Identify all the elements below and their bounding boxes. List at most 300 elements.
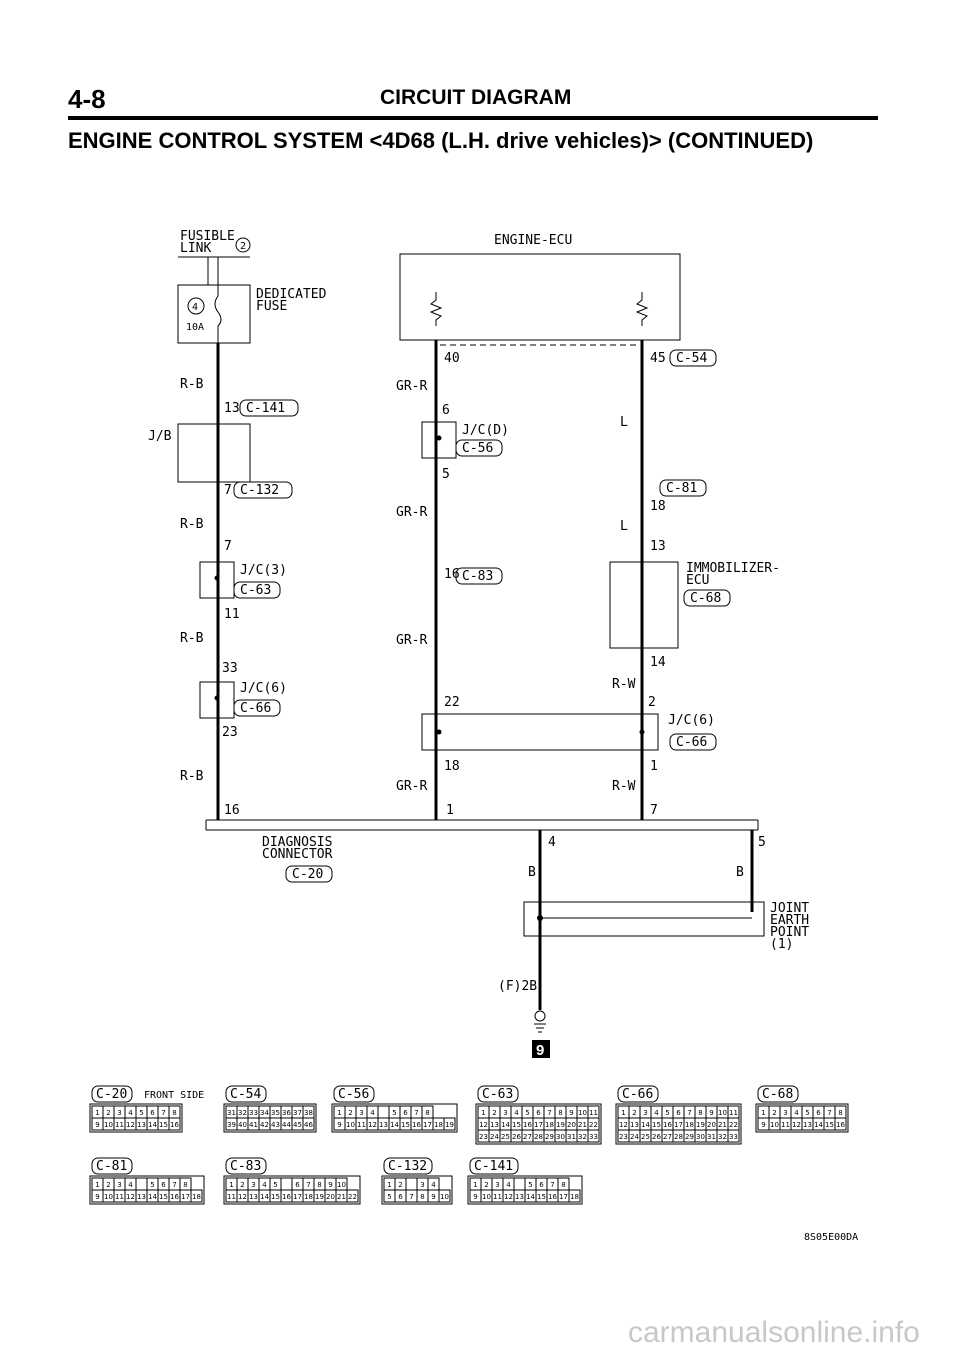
legend-connector-id: C-20 [96, 1087, 128, 1102]
legend-pin [769, 1106, 780, 1118]
connector-legend [90, 1086, 848, 1204]
legend-pin [180, 1190, 191, 1202]
legend-connector-id: C-54 [230, 1087, 262, 1102]
svg-text:29: 29 [685, 1133, 694, 1141]
legend-pin [248, 1178, 259, 1190]
svg-text:4: 4 [794, 1109, 799, 1117]
svg-text:3: 3 [643, 1109, 648, 1117]
legend-pin [147, 1118, 158, 1130]
legend-pin [525, 1190, 536, 1202]
legend-pin [248, 1190, 259, 1202]
svg-text:9: 9 [328, 1181, 333, 1189]
legend-connector-c-54 [224, 1086, 316, 1132]
wire-label-rw-2: R-W [612, 779, 636, 794]
legend-pin [180, 1178, 191, 1190]
legend-pin [558, 1178, 569, 1190]
connector-c83: C-83 [462, 569, 494, 584]
legend-pin [813, 1106, 824, 1118]
legend-connector-id: C-141 [474, 1159, 514, 1174]
pin-40: 40 [444, 351, 460, 366]
legend-pin [566, 1130, 577, 1142]
svg-text:2: 2 [240, 1181, 245, 1189]
connector-c54: C-54 [676, 351, 708, 366]
legend-pin [125, 1118, 136, 1130]
section-title: CIRCUIT DIAGRAM [380, 86, 572, 109]
wire-label-rb-4: R-B [180, 769, 204, 784]
legend-pin [547, 1190, 558, 1202]
svg-text:8: 8 [183, 1181, 188, 1189]
svg-text:40: 40 [238, 1121, 247, 1129]
legend-pin [629, 1118, 640, 1130]
legend-pin [547, 1178, 558, 1190]
legend-pin [103, 1118, 114, 1130]
legend-pin [281, 1118, 292, 1130]
svg-text:13: 13 [137, 1193, 146, 1201]
legend-pin [136, 1190, 147, 1202]
svg-text:3: 3 [117, 1109, 122, 1117]
svg-text:17: 17 [534, 1121, 543, 1129]
svg-text:7: 7 [550, 1181, 555, 1189]
svg-text:5: 5 [805, 1109, 810, 1117]
svg-text:5: 5 [273, 1181, 278, 1189]
svg-text:8: 8 [558, 1109, 563, 1117]
svg-text:4: 4 [128, 1109, 133, 1117]
svg-text:11: 11 [227, 1193, 236, 1201]
svg-text:20: 20 [567, 1121, 576, 1129]
svg-text:12: 12 [619, 1121, 628, 1129]
svg-text:11: 11 [115, 1121, 124, 1129]
legend-pin [492, 1190, 503, 1202]
svg-text:15: 15 [159, 1193, 168, 1201]
svg-text:11: 11 [115, 1193, 124, 1201]
diagnosis-connector [206, 820, 758, 882]
svg-text:7: 7 [414, 1109, 419, 1117]
watermark: carmanualsonline.info [628, 1316, 920, 1349]
svg-text:5: 5 [392, 1109, 397, 1117]
legend-pin [769, 1118, 780, 1130]
svg-text:17: 17 [293, 1193, 302, 1201]
doc-code: 8S05E00DA [804, 1232, 859, 1243]
legend-pin [428, 1190, 439, 1202]
svg-text:1: 1 [473, 1181, 478, 1189]
pin-14: 14 [650, 655, 666, 670]
svg-text:9: 9 [95, 1121, 100, 1129]
joint-earth-point [524, 901, 809, 952]
legend-pin [347, 1190, 358, 1202]
legend-pin [629, 1106, 640, 1118]
svg-text:12: 12 [792, 1121, 801, 1129]
pin-4: 4 [548, 835, 556, 850]
svg-text:38: 38 [304, 1109, 313, 1117]
svg-text:18: 18 [192, 1193, 201, 1201]
legend-pin [514, 1178, 525, 1190]
legend-pin [640, 1118, 651, 1130]
fuse-amp: 10A [186, 322, 205, 333]
legend-pin [367, 1106, 378, 1118]
svg-text:2: 2 [398, 1181, 403, 1189]
pin-7b: 7 [224, 539, 232, 554]
immobilizer-ecu-label: IMMOBILIZER-ECU [686, 561, 780, 588]
legend-pin [481, 1190, 492, 1202]
legend-pin [522, 1106, 533, 1118]
legend-pin [367, 1118, 378, 1130]
legend-pin [147, 1106, 158, 1118]
svg-text:2: 2 [348, 1109, 353, 1117]
legend-pin [314, 1178, 325, 1190]
legend-pin [303, 1118, 314, 1130]
svg-text:5: 5 [150, 1181, 155, 1189]
jb-label: J/B [148, 429, 172, 444]
legend-connector-c-141 [468, 1158, 582, 1204]
svg-text:6: 6 [539, 1181, 544, 1189]
legend-pin [728, 1130, 739, 1142]
legend-pin [533, 1130, 544, 1142]
jc6-right-box [422, 713, 716, 750]
legend-pin [470, 1190, 481, 1202]
legend-pin [802, 1118, 813, 1130]
legend-pin [544, 1118, 555, 1130]
svg-text:44: 44 [282, 1121, 291, 1129]
svg-text:10: 10 [104, 1193, 113, 1201]
legend-pin [103, 1106, 114, 1118]
svg-text:14: 14 [526, 1193, 535, 1201]
legend-pin [158, 1106, 169, 1118]
legend-pin [384, 1178, 395, 1190]
legend-pin [511, 1118, 522, 1130]
legend-pin [728, 1106, 739, 1118]
svg-text:14: 14 [641, 1121, 650, 1129]
svg-text:42: 42 [260, 1121, 269, 1129]
svg-text:13: 13 [803, 1121, 812, 1129]
legend-pin [695, 1118, 706, 1130]
legend-pin [662, 1106, 673, 1118]
svg-text:28: 28 [534, 1133, 543, 1141]
page-subtitle: ENGINE CONTROL SYSTEM <4D68 (L.H. drive vehicles)> (CONTINUED) [68, 128, 814, 153]
svg-text:11: 11 [781, 1121, 790, 1129]
legend-pin [325, 1178, 336, 1190]
engine-ecu [400, 233, 680, 345]
svg-text:35: 35 [271, 1109, 280, 1117]
legend-pin [158, 1178, 169, 1190]
svg-text:8: 8 [838, 1109, 843, 1117]
svg-text:1: 1 [95, 1109, 100, 1117]
wire-label-l-2: L [620, 519, 628, 534]
legend-pin [758, 1106, 769, 1118]
legend-pin [417, 1178, 428, 1190]
legend-pin [92, 1178, 103, 1190]
svg-text:13: 13 [515, 1193, 524, 1201]
svg-text:29: 29 [545, 1133, 554, 1141]
svg-text:4: 4 [506, 1181, 511, 1189]
legend-connector-c-56 [332, 1086, 457, 1132]
legend-pin [114, 1106, 125, 1118]
svg-text:8: 8 [561, 1181, 566, 1189]
svg-text:3: 3 [251, 1181, 256, 1189]
svg-text:10: 10 [440, 1193, 449, 1201]
legend-pin [706, 1106, 717, 1118]
legend-pin [169, 1118, 180, 1130]
legend-pin [92, 1118, 103, 1130]
legend-pin [706, 1130, 717, 1142]
svg-text:19: 19 [315, 1193, 324, 1201]
svg-text:31: 31 [707, 1133, 716, 1141]
svg-text:2: 2 [106, 1181, 111, 1189]
legend-pin [158, 1190, 169, 1202]
legend-pin [325, 1190, 336, 1202]
svg-text:2: 2 [492, 1109, 497, 1117]
connector-c66-right: C-66 [676, 735, 708, 750]
legend-pin [544, 1106, 555, 1118]
svg-text:1: 1 [229, 1181, 234, 1189]
svg-text:7: 7 [547, 1109, 552, 1117]
svg-text:16: 16 [836, 1121, 845, 1129]
svg-text:6: 6 [295, 1181, 300, 1189]
svg-text:2: 2 [772, 1109, 777, 1117]
legend-pin [824, 1106, 835, 1118]
svg-text:7: 7 [687, 1109, 692, 1117]
svg-text:14: 14 [390, 1121, 399, 1129]
legend-pin [237, 1118, 248, 1130]
legend-connector-id: C-83 [230, 1159, 262, 1174]
legend-pin [577, 1118, 588, 1130]
legend-pin [717, 1118, 728, 1130]
svg-text:20: 20 [707, 1121, 716, 1129]
svg-text:30: 30 [696, 1133, 705, 1141]
legend-pin [226, 1106, 237, 1118]
svg-text:6: 6 [403, 1109, 408, 1117]
svg-text:19: 19 [445, 1121, 454, 1129]
legend-pin [292, 1190, 303, 1202]
svg-text:15: 15 [159, 1121, 168, 1129]
svg-text:7: 7 [827, 1109, 832, 1117]
svg-text:13: 13 [379, 1121, 388, 1129]
svg-text:10: 10 [718, 1109, 727, 1117]
legend-pin [270, 1190, 281, 1202]
pin-33: 33 [222, 661, 238, 676]
legend-pin [555, 1118, 566, 1130]
svg-text:22: 22 [348, 1193, 357, 1201]
legend-pin [433, 1118, 444, 1130]
svg-text:18: 18 [685, 1121, 694, 1129]
legend-pin [400, 1118, 411, 1130]
legend-pin [356, 1106, 367, 1118]
svg-text:14: 14 [501, 1121, 510, 1129]
svg-text:24: 24 [490, 1133, 499, 1141]
legend-pin [522, 1118, 533, 1130]
connector-c81: C-81 [666, 481, 698, 496]
svg-text:16: 16 [170, 1121, 179, 1129]
legend-pin [292, 1118, 303, 1130]
legend-pin [103, 1178, 114, 1190]
svg-text:26: 26 [512, 1133, 521, 1141]
connector-c141: C-141 [246, 401, 286, 416]
pin-13: 13 [224, 401, 240, 416]
legend-pin [511, 1106, 522, 1118]
legend-pin [259, 1118, 270, 1130]
legend-pin [411, 1106, 422, 1118]
svg-text:8: 8 [425, 1109, 430, 1117]
svg-text:13: 13 [249, 1193, 258, 1201]
svg-text:31: 31 [567, 1133, 576, 1141]
earth-point-label: (F)2B [498, 979, 538, 994]
legend-pin [248, 1118, 259, 1130]
legend-pin [259, 1178, 270, 1190]
legend-pin [237, 1178, 248, 1190]
svg-text:18: 18 [434, 1121, 443, 1129]
fuse-element-icon [215, 285, 221, 343]
svg-text:10: 10 [346, 1121, 355, 1129]
svg-text:9: 9 [337, 1121, 342, 1129]
svg-text:5: 5 [525, 1109, 530, 1117]
jcd-label: J/C(D) [462, 423, 509, 438]
svg-text:25: 25 [641, 1133, 650, 1141]
legend-pin [717, 1130, 728, 1142]
svg-text:22: 22 [729, 1121, 738, 1129]
pin-18b: 18 [650, 499, 666, 514]
legend-pin [136, 1178, 147, 1190]
svg-text:39: 39 [227, 1121, 236, 1129]
legend-pin [103, 1190, 114, 1202]
resistor-icon-40 [431, 292, 441, 326]
svg-text:11: 11 [493, 1193, 502, 1201]
legend-pin [566, 1118, 577, 1130]
svg-text:7: 7 [306, 1181, 311, 1189]
legend-pin [577, 1130, 588, 1142]
fuse-no: 4 [192, 302, 199, 313]
legend-pin [470, 1178, 481, 1190]
svg-text:16: 16 [523, 1121, 532, 1129]
legend-pin [503, 1190, 514, 1202]
legend-pin [588, 1130, 599, 1142]
legend-pin [514, 1190, 525, 1202]
pin-18: 18 [444, 759, 460, 774]
svg-text:33: 33 [729, 1133, 738, 1141]
legend-pin [525, 1178, 536, 1190]
legend-pin [439, 1190, 450, 1202]
connector-c68: C-68 [690, 591, 722, 606]
legend-pin [356, 1118, 367, 1130]
svg-text:3: 3 [783, 1109, 788, 1117]
svg-text:1: 1 [337, 1109, 342, 1117]
svg-text:20: 20 [326, 1193, 335, 1201]
legend-pin [292, 1106, 303, 1118]
legend-pin [114, 1190, 125, 1202]
legend-pin [780, 1106, 791, 1118]
legend-pin [555, 1106, 566, 1118]
svg-text:7: 7 [409, 1193, 414, 1201]
legend-pin [226, 1118, 237, 1130]
legend-pin [136, 1118, 147, 1130]
legend-pin [136, 1106, 147, 1118]
svg-text:27: 27 [663, 1133, 672, 1141]
legend-pin [640, 1106, 651, 1118]
legend-pin [802, 1106, 813, 1118]
legend-pin [417, 1190, 428, 1202]
pin-16: 16 [224, 803, 240, 818]
wire-label-b-1: B [528, 865, 536, 880]
legend-pin [395, 1178, 406, 1190]
legend-pin [270, 1118, 281, 1130]
pin-13b: 13 [650, 539, 666, 554]
legend-pin [673, 1130, 684, 1142]
front-side-label: FRONT SIDE [144, 1090, 205, 1101]
ground-badge-number: 9 [536, 1042, 545, 1059]
legend-pin [406, 1178, 417, 1190]
svg-text:4: 4 [370, 1109, 375, 1117]
legend-pin [147, 1190, 158, 1202]
svg-text:3: 3 [117, 1181, 122, 1189]
svg-text:1: 1 [481, 1109, 486, 1117]
legend-pin [270, 1106, 281, 1118]
svg-text:10: 10 [337, 1181, 346, 1189]
diagnosis-connector-label: DIAGNOSIS CONNECTOR [262, 835, 333, 862]
svg-text:14: 14 [148, 1121, 157, 1129]
svg-text:13: 13 [630, 1121, 639, 1129]
legend-connector-id: C-56 [338, 1087, 370, 1102]
legend-pin [336, 1178, 347, 1190]
legend-pin [791, 1118, 802, 1130]
legend-pin [569, 1190, 580, 1202]
dedicated-fuse [178, 285, 327, 343]
svg-text:18: 18 [570, 1193, 579, 1201]
legend-connector-id: C-63 [482, 1087, 514, 1102]
svg-text:15: 15 [537, 1193, 546, 1201]
connector-c20: C-20 [292, 867, 324, 882]
legend-pin [237, 1190, 248, 1202]
legend-pin [125, 1190, 136, 1202]
junction-block [148, 424, 250, 482]
svg-text:5: 5 [665, 1109, 670, 1117]
pin-23: 23 [222, 725, 238, 740]
svg-text:13: 13 [137, 1121, 146, 1129]
legend-pin [695, 1106, 706, 1118]
legend-pin [378, 1118, 389, 1130]
legend-pin [618, 1118, 629, 1130]
legend-pin [577, 1106, 588, 1118]
svg-text:5: 5 [139, 1109, 144, 1117]
legend-pin [303, 1178, 314, 1190]
svg-text:17: 17 [674, 1121, 683, 1129]
pin-1b: 1 [650, 759, 658, 774]
legend-pin [303, 1106, 314, 1118]
svg-text:9: 9 [761, 1121, 766, 1129]
pin-1: 1 [446, 803, 454, 818]
svg-text:15: 15 [271, 1193, 280, 1201]
legend-pin [281, 1106, 292, 1118]
svg-text:2: 2 [106, 1109, 111, 1117]
joint-earth-label: JOINT EARTH POINT (1) [770, 901, 810, 952]
svg-text:17: 17 [181, 1193, 190, 1201]
svg-text:16: 16 [663, 1121, 672, 1129]
legend-pin [169, 1178, 180, 1190]
legend-pin [248, 1106, 259, 1118]
svg-text:25: 25 [501, 1133, 510, 1141]
legend-pin [791, 1106, 802, 1118]
legend-pin [651, 1118, 662, 1130]
svg-text:15: 15 [652, 1121, 661, 1129]
legend-pin [147, 1178, 158, 1190]
legend-pin [125, 1178, 136, 1190]
legend-pin [588, 1106, 599, 1118]
wire-label-l-1: L [620, 415, 628, 430]
pin-7a: 7 [224, 483, 232, 498]
dedicated-fuse-label: DEDICATED FUSE [256, 287, 327, 314]
svg-text:43: 43 [271, 1121, 280, 1129]
legend-pin [226, 1190, 237, 1202]
legend-pin [835, 1106, 846, 1118]
connector-c63: C-63 [240, 583, 272, 598]
svg-text:12: 12 [479, 1121, 488, 1129]
